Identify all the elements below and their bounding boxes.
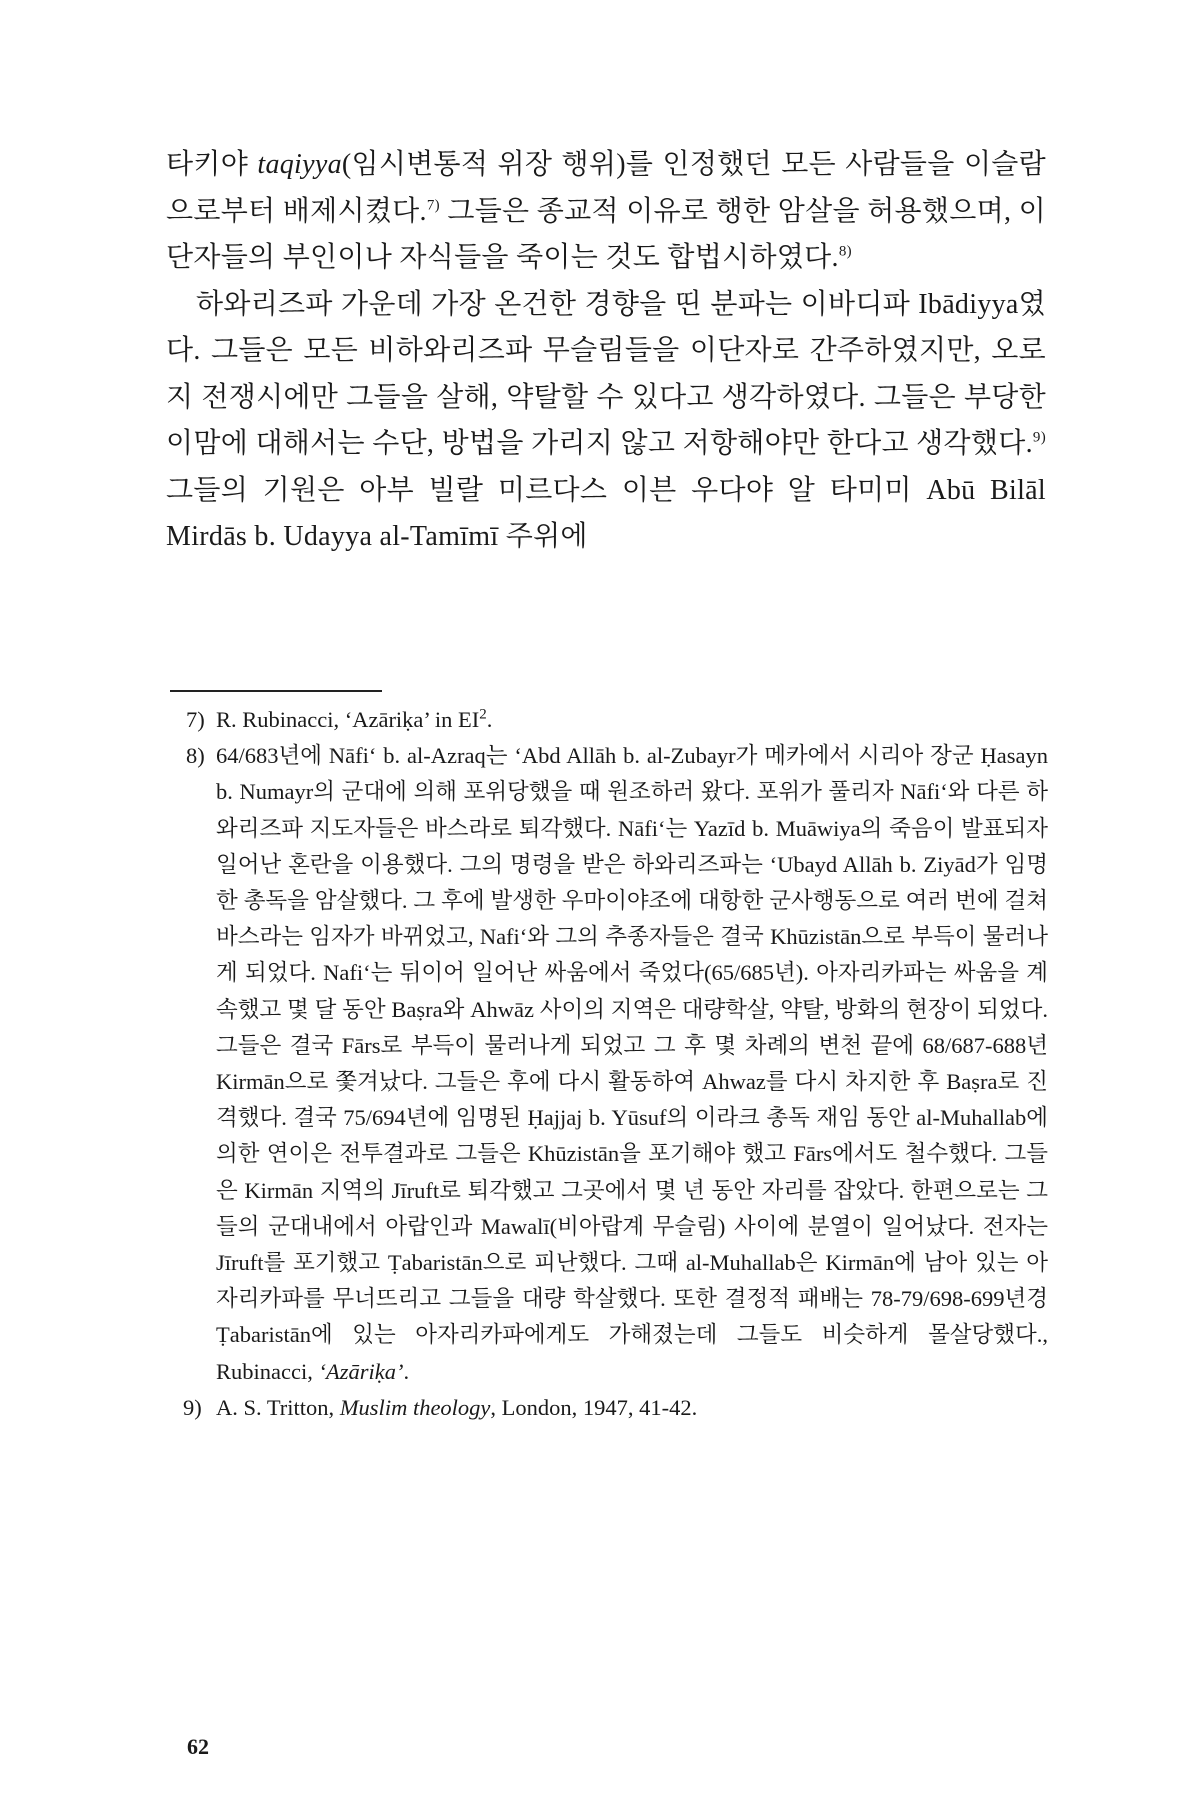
paragraph-taqiyya <box>166 142 1046 282</box>
paragraph2-tail: 그들의 기원은 아부 빌랄 미르다스 이븐 우다야 알 타미미 Abū Bilāl Mirdās b. Udayya al-Tamīmī 주위에 <box>166 474 1046 552</box>
footnote-7 <box>186 702 1048 738</box>
footnote-7-text: R. Rubinacci, ‘Azāriḳa’ in EI <box>216 707 480 732</box>
term-taqiyya: taqiyya <box>257 149 342 180</box>
footnote-8 <box>186 738 1048 1390</box>
paragraph2-text: 하와리즈파 가운데 가장 온건한 경향을 띤 분파는 이바디파 Ibādiyya였다. 그들은 모든 비하와리즈파 무슬림들을 이단자로 간주하였지만, 오로지 전쟁시에만 그들을 살해, 약탈할 수 있다고 생각하였다. 그들은 부당한 이맘에 대해서는 수단, 방법을 가리지 않고 저항해야만 한다고 생각했다. <box>166 288 1046 459</box>
footnote-8-source-suffix: . <box>403 1358 410 1384</box>
footnote-7-end: . <box>486 707 493 732</box>
footnote-8-text: 64/683년에 Nāfi‘ b. al-Azraq는 ‘Abd Allāh b. al-Zubayr가 메카에서 시리아 장군 Ḥasayn b. Numayr의 군대에 의해 포위당했을 때 원조하러 왔다. 포위가 풀리자 Nāfi‘와 다른 하와리즈파 지도자들은 바스라로 퇴각했다. Nāfi‘는 Yazīd b. Muāwiya의 죽음이 발표되자 일어난 혼란을 이용했다. 그의 명령을 받은 하와리즈파는 ‘Ubayd Allāh b. Ziyād가 임명한 총독을 암살했다. 그 후에 발생한 우마이야조에 대항한 군사행동으로 여러 번에 걸쳐 바스라는 임자가 바뀌었고, Nafi‘와 그의 추종자들은 결국 Khūzistān으로 부득이 물러나게 되었다. Nafi‘는 뒤이어 일어난 싸움에서 죽었다(65/685년). 아자리카파는 싸움을 계속했고 몇 달 동안 Baṣra와 Ahwāz 사이의 지역은 대량학살, 약탈, 방화의 현장이 되었다. 그들은 결국 Fārs로 부득이 물러나게 되었고 그 후 몇 차례의 변천 끝에 68/687-688년 Kirmān으로 쫓겨났다. 그들은 후에 다시 활동하여 Ahwaz를 다시 차지한 후 Baṣra로 진격했다. 결국 75/694년에 임명된 Ḥajjaj b. Yūsuf의 이라크 총독 재임 동안 al-Muhallab에 의한 연이은 전투결과로 그들은 Khūzistān을 포기해야 했고 Fārs에서도 철수했다. 그들은 Kirmān 지역의 Jīruft로 퇴각했고 그곳에서 몇 년 동안 자리를 잡았다. 한편으로는 그들의 군대내에서 아랍인과 Mawalī(비아랍계 무슬림) 사이에 분열이 일어났다. 전자는 Jīruft를 포기했고 Ṭabaristān으로 피난했다. 그때 al-Muhallab은 Kirmān에 남아 있는 아자리카파를 무너뜨리고 그들을 대량 학살했다. 또한 결정적 패배는 78-79/698-699년경 Ṭabaristān에 있는 아자리카파에게도 가해졌는데 그들도 비슷하게 몰살당했다., <box>216 743 1048 1348</box>
footnote-8-number: 8) <box>186 743 205 769</box>
footnote-9 <box>183 1390 1048 1426</box>
footnote-9-number: 9) <box>183 1394 202 1420</box>
footnote-separator <box>170 690 382 692</box>
main-text <box>166 142 1046 561</box>
footnote-9-title: Muslim theology <box>339 1394 491 1420</box>
footnote-9-author: A. S. Tritton, <box>216 1394 340 1420</box>
paragraph1-before-term: 타키야 <box>166 149 258 180</box>
footnote-8-source-prefix: Rubinacci, <box>216 1358 319 1384</box>
page-number: 62 <box>187 1734 209 1759</box>
footnote-ref-8[interactable]: 8) <box>838 243 852 260</box>
paragraph1-after-term: (임시변통적 위장 행위)를 인정했던 모든 사람들을 이슬람으로부터 배제시켰다. <box>166 149 1046 227</box>
footnotes <box>183 702 1048 1426</box>
paragraph1-middle: 그들은 종교적 이유로 행한 암살을 허용했으며, 이단자들의 부인이나 자식들을 죽이는 것도 합법시하였다. <box>166 195 1046 273</box>
footnote-ref-9[interactable]: 9) <box>1032 429 1046 446</box>
footnote-8-source-title: ‘Azāriḳa’ <box>318 1358 404 1384</box>
paragraph-ibadiyya <box>166 282 1046 561</box>
footnote-9-rest: , London, 1947, 41-42. <box>490 1394 698 1420</box>
footnote-7-superscript: 2 <box>479 706 487 723</box>
footnote-7-number: 7) <box>186 707 205 732</box>
footnote-ref-7[interactable]: 7) <box>426 197 440 214</box>
